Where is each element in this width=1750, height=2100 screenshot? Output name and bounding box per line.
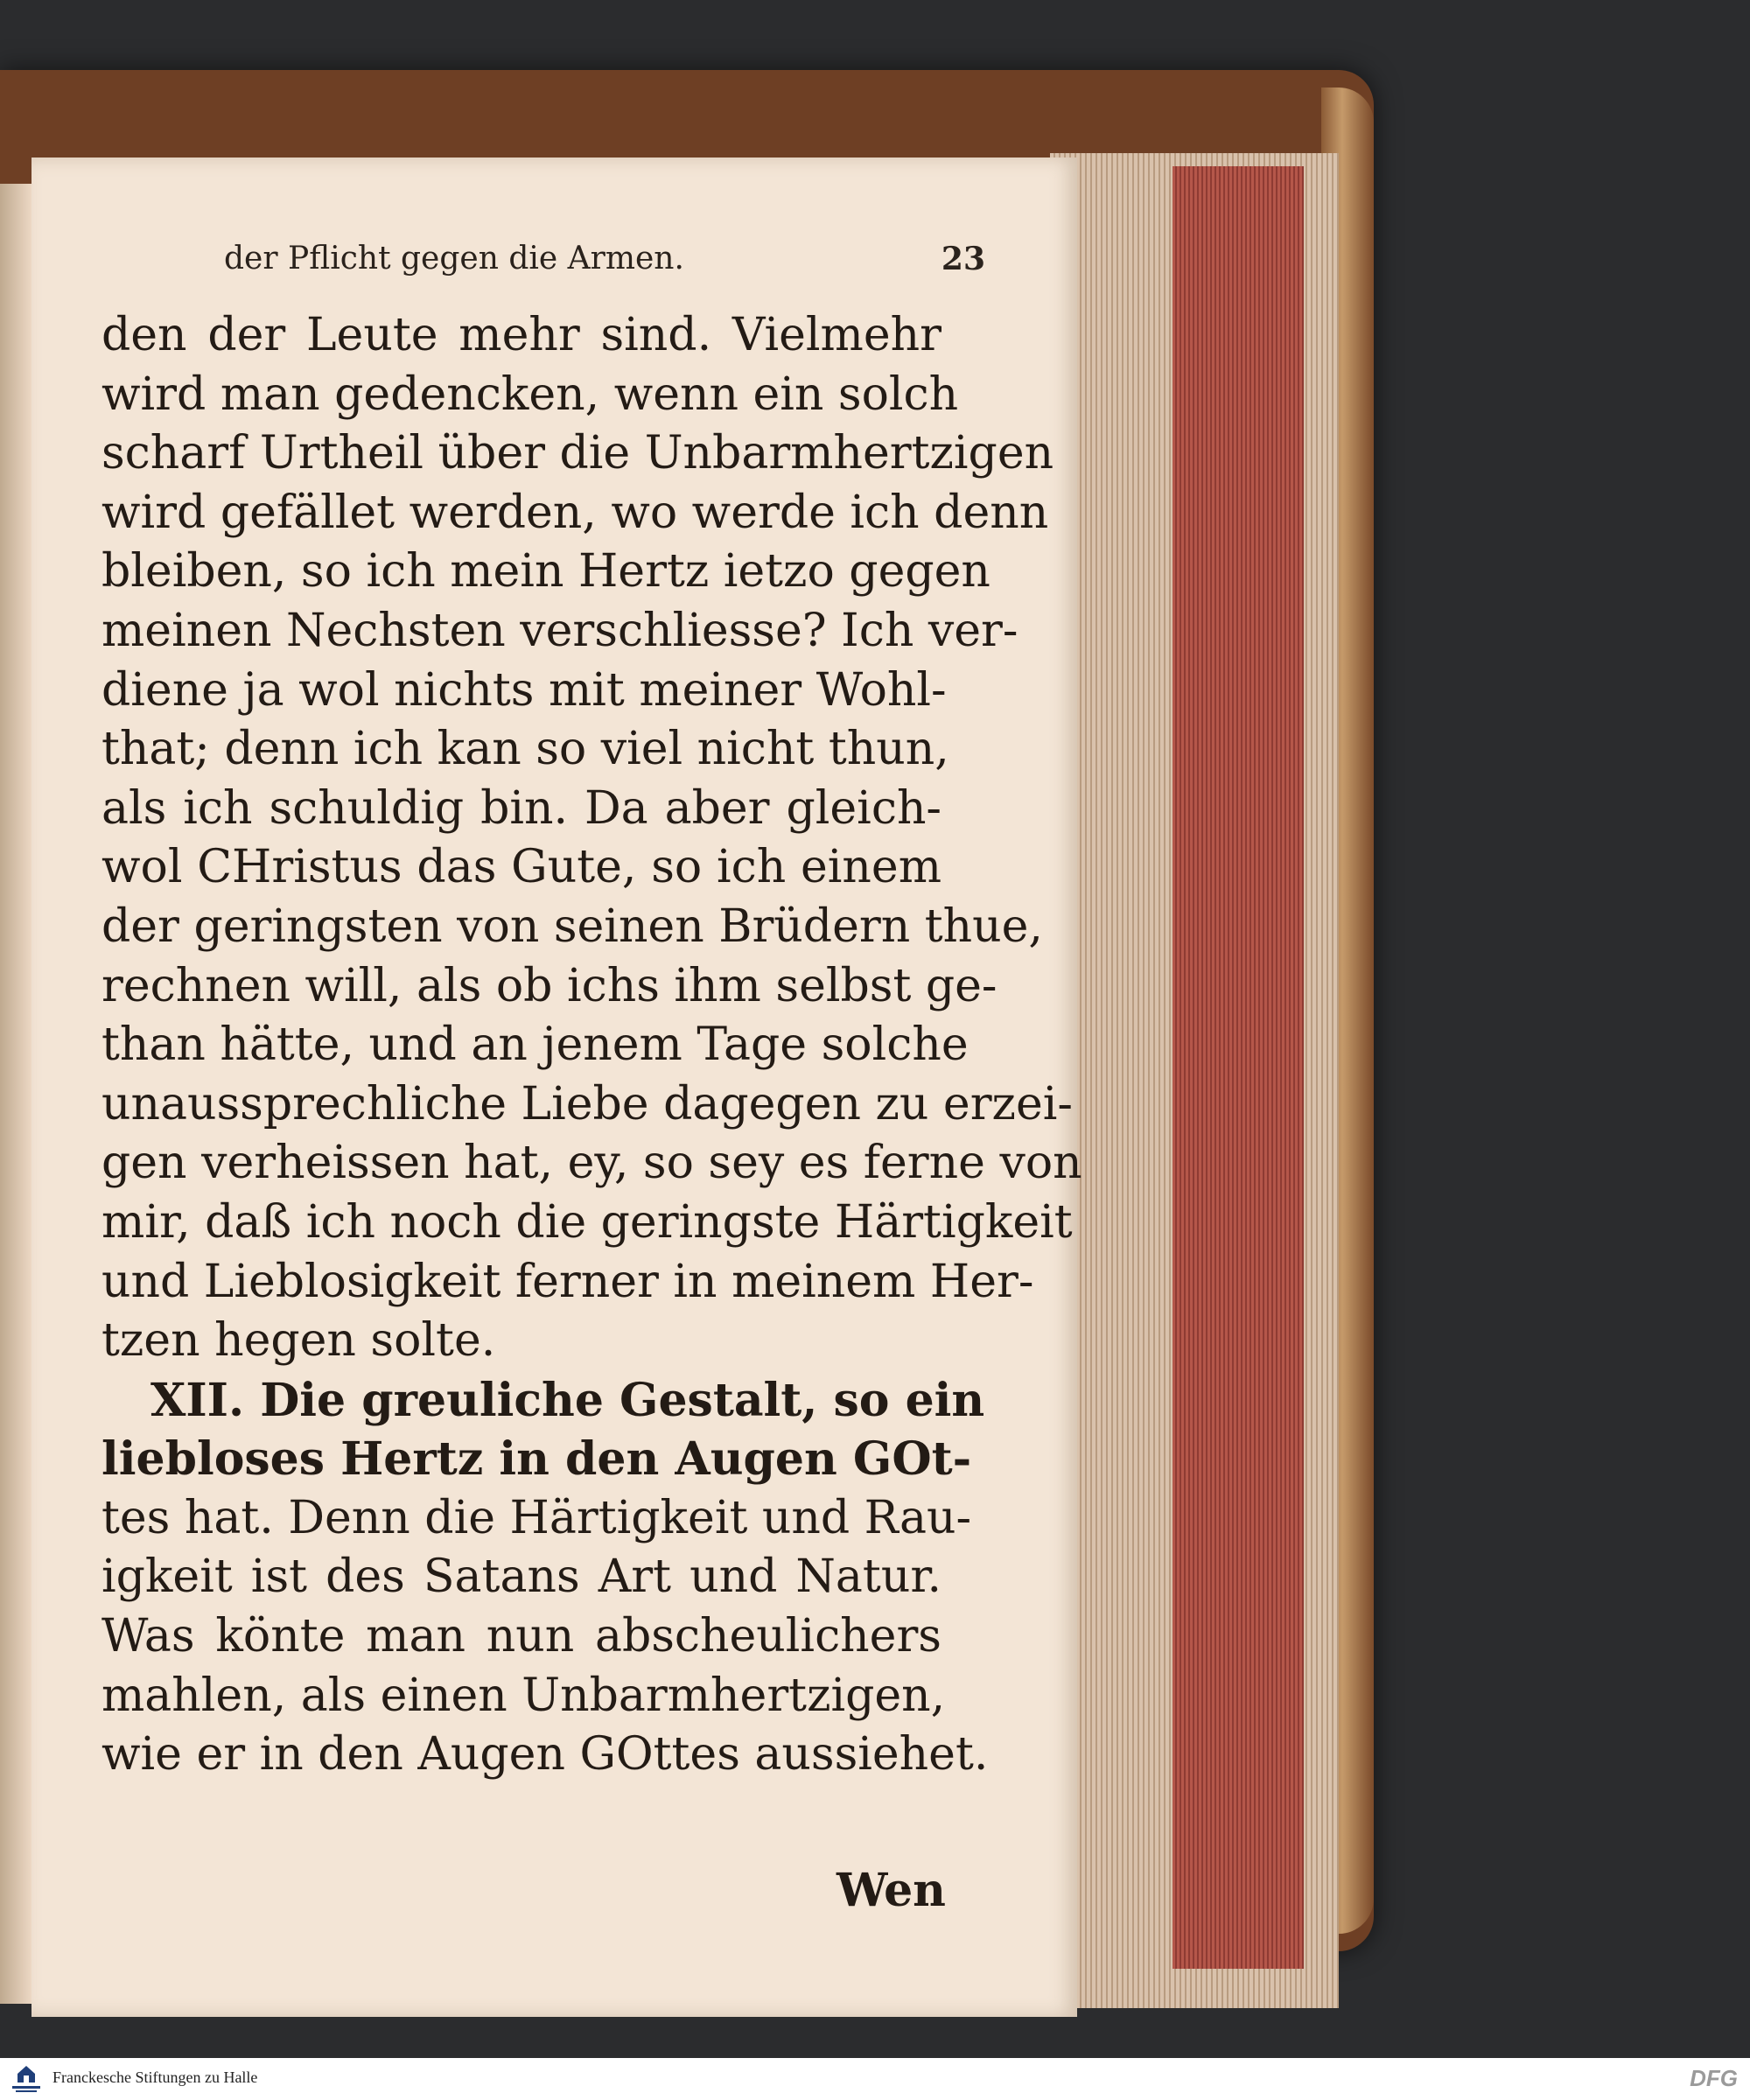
section-heading-line: liebloses Hertz in den Augen GOt- <box>102 1432 972 1487</box>
dfg-logo: DFG <box>1690 2065 1738 2091</box>
red-page-edge <box>1172 166 1304 1969</box>
text-line: wol CHristus das Gute, so ich einem <box>102 841 942 894</box>
text-line: wird gefället werden, wo werde ich denn <box>102 486 1049 539</box>
institution-name: Franckesche Stiftungen zu Halle <box>52 2068 258 2086</box>
text-line: diene ja wol nichts mit meiner Wohl- <box>102 663 947 717</box>
text-line: rechnen will, als ob ichs ihm selbst ge- <box>102 959 998 1012</box>
text-line: than hätte, und an jenem Tage solche <box>102 1018 969 1072</box>
text-line: bleiben, so ich mein Hertz ietzo gegen <box>102 545 990 598</box>
text-line: wie er in den Augen GOttes aussiehet. <box>102 1728 989 1782</box>
text-line: mir, daß ich noch die geringste Härtigkeit <box>102 1195 1073 1249</box>
text-line: Was könte man nun abscheulichers <box>102 1610 942 1663</box>
text-line: und Lieblosigkeit ferner in meinem Her- <box>102 1255 1034 1308</box>
text-line: igkeit ist des Satans Art und Natur. <box>102 1550 942 1604</box>
footer-bar <box>0 2058 1750 2100</box>
running-header <box>224 241 985 293</box>
left-page-edge <box>0 184 32 2004</box>
text-line: als ich schuldig bin. Da aber gleich- <box>102 781 942 835</box>
text-line: tzen hegen solte. <box>102 1314 496 1368</box>
text-line: tes hat. Denn die Härtigkeit und Rau- <box>102 1491 972 1544</box>
text-line: der geringsten von seinen Brüdern thue, <box>102 900 1043 953</box>
book <box>0 70 1374 1951</box>
header-title: der Pflicht gegen die Armen. <box>224 241 684 276</box>
text-line: unaussprechliche Liebe dagegen zu erzei- <box>102 1077 1073 1130</box>
book-page <box>32 158 1082 2017</box>
institution-logo-icon <box>9 2063 44 2095</box>
text-body <box>102 306 1082 1785</box>
text-line: gen verheissen hat, ey, so sey es ferne von <box>102 1137 1082 1190</box>
text-line: den der Leute mehr sind. Vielmehr <box>102 309 942 361</box>
text-line: mahlen, als einen Unbarmhertzigen, <box>102 1669 946 1722</box>
text-line: scharf Urtheil über die Unbarmhertzigen <box>102 427 1054 480</box>
text-line: wird man gedencken, wenn ein solch <box>102 368 959 421</box>
section-heading-line: XII. Die greuliche Gestalt, so ein <box>150 1373 985 1427</box>
text-line: meinen Nechsten verschliesse? Ich ver- <box>102 604 1018 657</box>
text-line: that; denn ich kan so viel nicht thun, <box>102 723 949 776</box>
page-number: 23 <box>941 241 985 277</box>
catchword: Wen <box>836 1864 946 1917</box>
